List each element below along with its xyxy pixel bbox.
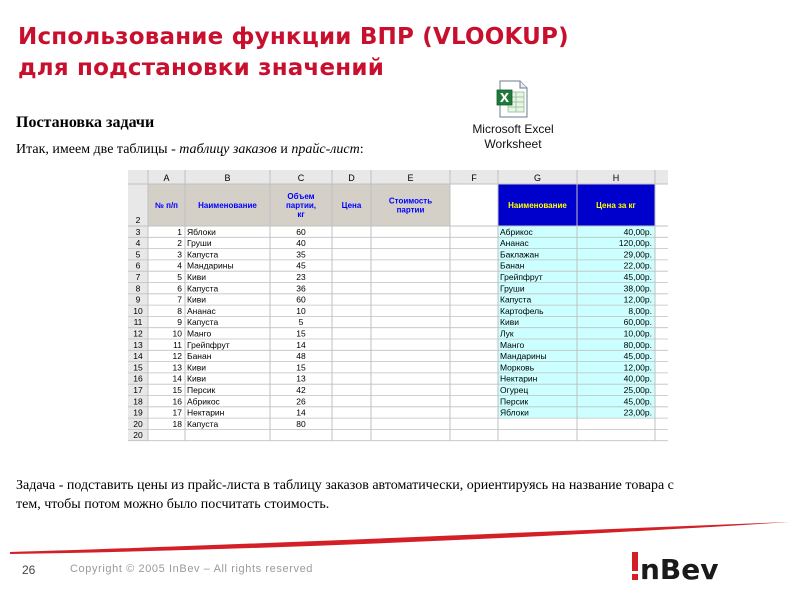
row-number: 16 <box>133 373 143 384</box>
order-cell-name: Киви <box>187 373 206 384</box>
column-letter-C: C <box>297 173 305 183</box>
price-cell-name: Персик <box>500 396 529 407</box>
order-cell-name: Киви <box>187 272 206 282</box>
row-number: 20 <box>133 418 143 429</box>
page-number: 26 <box>22 563 36 577</box>
order-cell-name: Персик <box>187 385 216 395</box>
intro-text <box>16 142 364 158</box>
price-cell-name: Манго <box>500 339 525 350</box>
row-number: 14 <box>133 351 143 362</box>
order-cell-volume: 60 <box>296 226 306 237</box>
slide-title-line2: для подстановки значений <box>18 55 385 81</box>
order-cell-num: 7 <box>177 294 182 305</box>
price-cell-name: Абрикос <box>500 226 533 237</box>
row-number: 9 <box>135 294 141 305</box>
price-cell-name: Лук <box>500 328 514 339</box>
excel-label-line2: Worksheet <box>484 137 542 151</box>
spreadsheet-grid <box>128 170 668 455</box>
order-header-name: Наименование <box>198 201 257 210</box>
price-header-price: Цена за кг <box>596 201 636 210</box>
order-cell-num: 10 <box>172 328 182 339</box>
order-cell-num: 12 <box>172 351 182 362</box>
order-cell-num: 14 <box>172 373 182 384</box>
order-cell-volume: 80 <box>296 418 306 429</box>
order-header-num: № п/п <box>154 201 179 210</box>
intro-emphasis-orders: таблицу заказов <box>179 142 277 157</box>
order-cell-volume: 45 <box>296 260 306 271</box>
price-cell-value: 8,00р. <box>628 305 652 316</box>
logo-wordmark: nBev <box>640 553 719 584</box>
order-cell-name: Капуста <box>187 283 219 294</box>
row-number: 10 <box>133 305 143 316</box>
price-cell-name: Нектарин <box>500 373 538 384</box>
order-cell-num: 15 <box>172 385 182 395</box>
order-cell-volume: 35 <box>296 249 306 260</box>
price-cell-name: Яблоки <box>500 407 529 418</box>
order-cell-name: Капуста <box>187 317 219 328</box>
copyright-text: Copyright © 2005 InBev – All rights reserved <box>70 563 314 575</box>
price-cell-value: 45,00р. <box>623 396 652 407</box>
column-letter-F: F <box>471 173 477 183</box>
price-cell-name: Капуста <box>500 294 532 305</box>
order-cell-num: 3 <box>177 249 182 260</box>
row-number: 5 <box>135 249 141 260</box>
order-cell-num: 4 <box>177 260 182 271</box>
price-cell-name: Морковь <box>500 362 535 373</box>
order-cell-name: Киви <box>187 362 206 373</box>
price-cell-value: 10,00р. <box>623 328 652 339</box>
order-cell-name: Капуста <box>187 249 219 260</box>
intro-mid: и <box>276 142 292 157</box>
row-number: 15 <box>133 362 143 373</box>
row-number: 17 <box>133 385 143 395</box>
row-number: 12 <box>133 328 143 339</box>
excel-file-icon[interactable] <box>496 80 530 118</box>
order-cell-num: 16 <box>172 396 182 407</box>
price-cell-value: 40,00р. <box>623 373 652 384</box>
row-number: 2 <box>135 215 141 225</box>
order-cell-num: 13 <box>172 362 182 373</box>
price-cell-name: Ананас <box>500 238 529 249</box>
price-cell-value: 45,00р. <box>623 272 652 282</box>
order-cell-num: 5 <box>177 272 182 282</box>
row-number: 3 <box>135 226 141 237</box>
order-cell-volume: 13 <box>296 373 306 384</box>
order-header-cost: партии <box>396 205 425 215</box>
row-number: 20 <box>133 430 143 441</box>
price-cell-value: 12,00р. <box>623 294 652 305</box>
price-cell-value: 45,00р. <box>623 351 652 362</box>
row-number: 7 <box>135 272 141 282</box>
price-cell-value: 38,00р. <box>623 283 652 294</box>
slide-title <box>18 22 718 84</box>
row-number: 19 <box>133 407 143 418</box>
order-cell-num: 18 <box>172 418 182 429</box>
order-cell-volume: 14 <box>296 339 306 350</box>
price-header-name: Наименование <box>508 201 567 210</box>
order-cell-volume: 36 <box>296 283 306 294</box>
order-cell-name: Яблоки <box>187 226 216 237</box>
price-cell-name: Банан <box>500 260 525 271</box>
order-cell-num: 8 <box>177 305 182 316</box>
price-cell-name: Огурец <box>500 385 529 395</box>
order-cell-volume: 15 <box>296 328 306 339</box>
order-cell-name: Капуста <box>187 418 219 429</box>
order-header-volume: партии, <box>285 201 317 210</box>
order-cell-num: 1 <box>177 226 182 237</box>
price-cell-value: 23,00р. <box>623 407 652 418</box>
order-cell-name: Нектарин <box>187 407 225 418</box>
price-cell-value: 60,00р. <box>623 317 652 328</box>
column-letter-E: E <box>407 173 414 183</box>
excel-label-line1: Microsoft Excel <box>472 122 554 136</box>
order-cell-volume: 5 <box>298 317 304 328</box>
column-header-bar <box>128 170 668 184</box>
order-cell-name: Грейпфрут <box>187 339 230 350</box>
order-cell-volume: 42 <box>296 385 306 395</box>
order-cell-name: Ананас <box>187 305 216 316</box>
task-line1: Задача - подставить цены из прайс-листа в таблицу заказов автоматически, ориентируясь на название товара с <box>16 478 674 493</box>
inbev-logo <box>630 548 740 584</box>
task-text <box>16 476 786 514</box>
column-letter-A: A <box>163 173 170 183</box>
price-cell-value: 29,00р. <box>623 249 652 260</box>
order-cell-volume: 40 <box>296 238 306 249</box>
intro-before: Итак, имеем две таблицы - <box>16 142 180 157</box>
price-cell-value: 22,00р. <box>623 260 652 271</box>
price-cell-name: Киви <box>500 317 519 328</box>
price-cell-name: Картофель <box>500 305 544 316</box>
order-header-volume: Объем <box>287 192 315 201</box>
spreadsheet-image <box>128 170 668 455</box>
order-cell-volume: 48 <box>296 351 306 362</box>
row-number: 18 <box>133 396 143 407</box>
order-cell-name: Груши <box>187 238 212 249</box>
order-cell-volume: 60 <box>296 294 306 305</box>
price-cell-value: 25,00р. <box>623 385 652 395</box>
excel-object-label[interactable] <box>458 122 568 152</box>
price-cell-value: 120,00р. <box>618 238 652 249</box>
order-header-volume: кг <box>297 210 305 219</box>
order-header-price: Цена <box>341 201 362 210</box>
order-cell-name: Киви <box>187 294 206 305</box>
order-cell-volume: 10 <box>296 305 306 316</box>
order-cell-name: Банан <box>187 351 212 362</box>
intro-after: : <box>359 142 364 157</box>
order-cell-volume: 14 <box>296 407 306 418</box>
order-cell-name: Абрикос <box>187 396 220 407</box>
column-letter-H: H <box>612 173 620 183</box>
row-number: 6 <box>135 260 141 271</box>
section-subtitle: Постановка задачи <box>16 114 155 131</box>
row-number: 4 <box>135 238 141 249</box>
row-number: 11 <box>133 317 143 328</box>
order-cell-name: Манго <box>187 328 212 339</box>
price-cell-value: 40,00р. <box>623 226 652 237</box>
price-cell-name: Баклажан <box>500 249 539 260</box>
price-cell-name: Мандарины <box>500 351 547 362</box>
embedded-excel-object[interactable] <box>458 80 568 152</box>
order-cell-num: 11 <box>173 339 182 350</box>
column-letter-B: B <box>224 173 231 183</box>
order-cell-volume: 26 <box>296 396 306 407</box>
price-cell-name: Груши <box>500 283 525 294</box>
task-line2: тем, чтобы потом можно было посчитать стоимость. <box>16 497 330 512</box>
order-cell-name: Мандарины <box>187 260 234 271</box>
order-cell-num: 2 <box>177 238 182 249</box>
order-cell-volume: 15 <box>296 362 306 373</box>
order-cell-num: 9 <box>177 317 182 328</box>
intro-emphasis-pricelist: прайс-лист <box>291 142 360 157</box>
column-letter-D: D <box>348 173 355 183</box>
column-letter-G: G <box>533 173 542 183</box>
price-cell-name: Грейпфрут <box>500 272 543 282</box>
row-number: 13 <box>133 339 143 350</box>
price-cell-value: 12,00р. <box>623 362 652 373</box>
price-cell-value: 80,00р. <box>623 339 652 350</box>
svg-text:X: X <box>499 91 510 105</box>
order-header-cost: Стоимость <box>388 196 433 206</box>
row-number: 8 <box>135 283 141 294</box>
slide-title-line1: Использование функции ВПР (VLOOKUP) <box>18 24 569 50</box>
order-cell-num: 17 <box>172 407 182 418</box>
order-cell-volume: 23 <box>296 272 306 282</box>
order-cell-num: 6 <box>177 283 182 294</box>
